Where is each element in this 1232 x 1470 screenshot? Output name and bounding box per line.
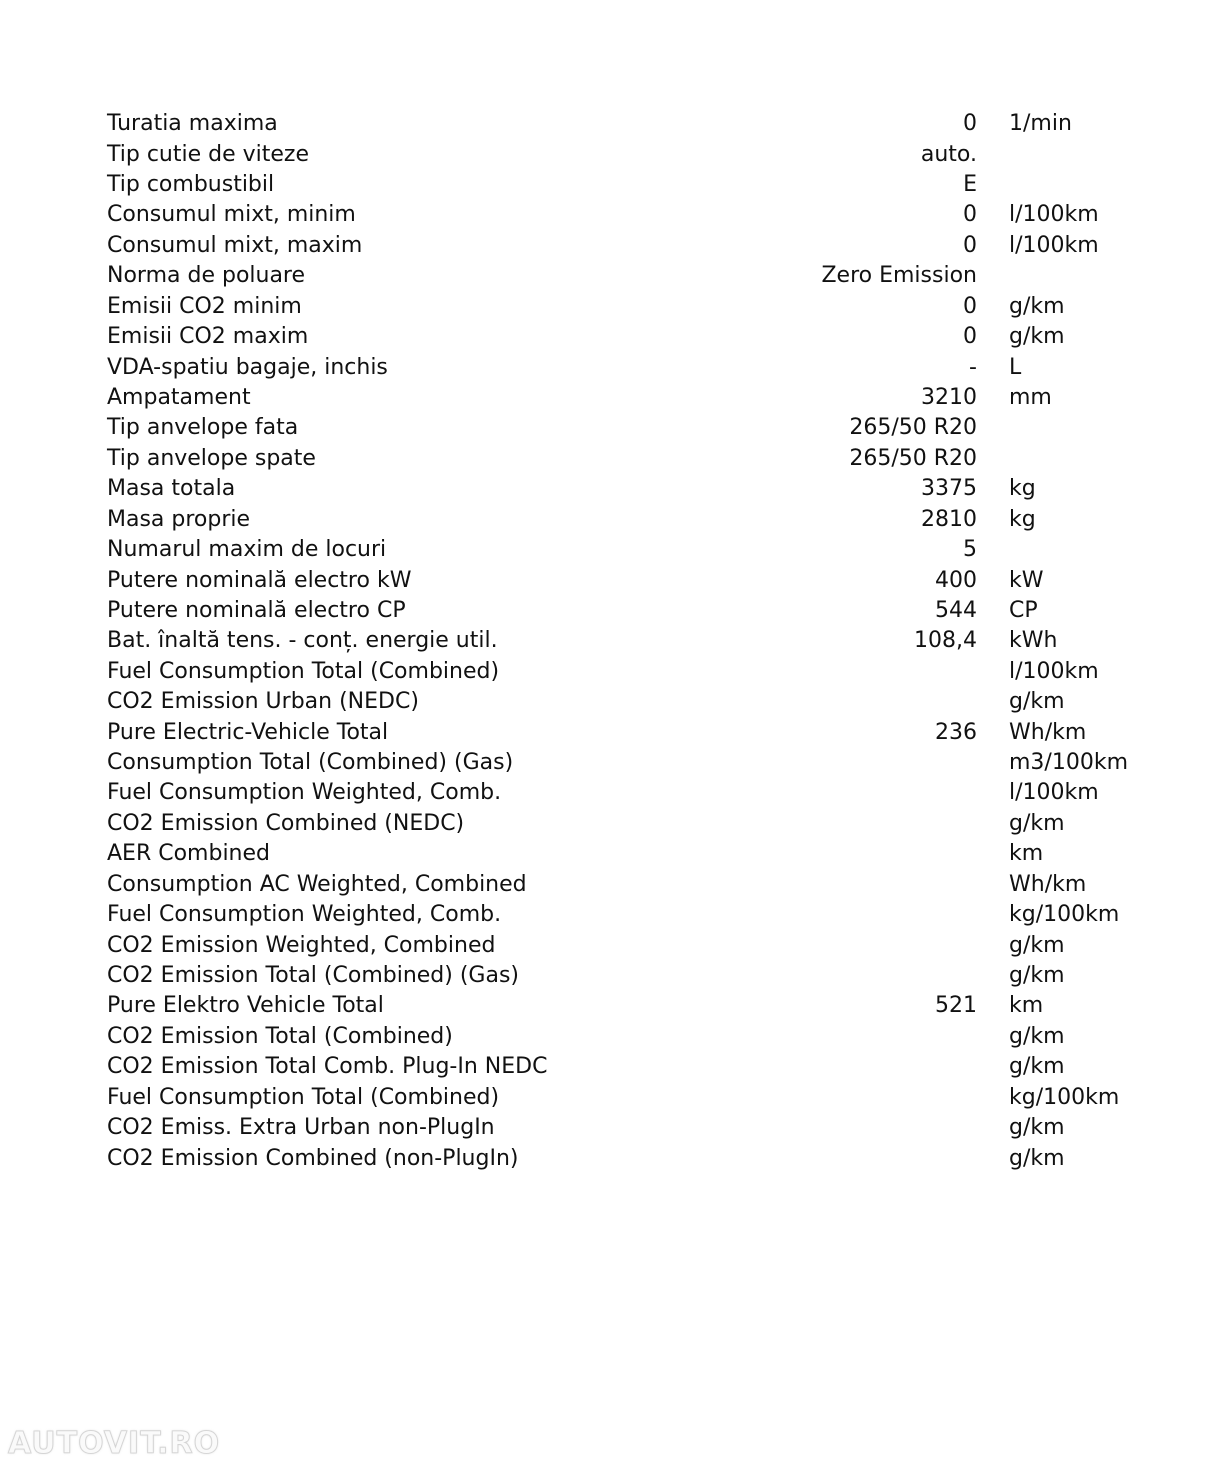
- column-spacer: [977, 748, 1009, 778]
- column-spacer: [977, 1022, 1009, 1052]
- spec-label: CO2 Emission Total (Combined): [107, 1023, 453, 1049]
- spec-unit: Wh/km: [1009, 871, 1087, 897]
- spec-label: Numarul maxim de locuri: [107, 537, 387, 563]
- spec-value: [757, 748, 977, 778]
- column-spacer: [977, 231, 1009, 261]
- column-spacer: [977, 413, 1009, 443]
- table-row: [107, 596, 1137, 626]
- table-row: [107, 535, 1137, 565]
- spec-unit: kg: [1009, 476, 1036, 502]
- table-row: [107, 991, 1137, 1021]
- spec-unit: kW: [1009, 567, 1044, 593]
- spec-label: CO2 Emission Combined (non-PlugIn): [107, 1145, 519, 1171]
- spec-label: Tip combustibil: [107, 172, 275, 198]
- spec-value: [757, 930, 977, 960]
- column-spacer: [977, 383, 1009, 413]
- table-row: [107, 657, 1137, 687]
- table-row: [107, 930, 1137, 960]
- spec-unit: m3/100km: [1009, 750, 1129, 776]
- spec-label: Consumul mixt, maxim: [107, 232, 363, 258]
- spec-unit: [1009, 535, 1137, 565]
- table-row: [107, 352, 1137, 382]
- table-row: [107, 322, 1137, 352]
- column-spacer: [977, 687, 1009, 717]
- spec-label: Fuel Consumption Weighted, Comb.: [107, 780, 502, 806]
- spec-unit: kWh: [1009, 628, 1058, 654]
- spec-value: -: [969, 354, 977, 380]
- column-spacer: [977, 139, 1009, 169]
- spec-value: 2810: [921, 506, 977, 532]
- spec-value: [757, 778, 977, 808]
- column-spacer: [977, 352, 1009, 382]
- spec-value: [757, 1113, 977, 1143]
- spec-label: CO2 Emission Combined (NEDC): [107, 810, 465, 836]
- column-spacer: [977, 809, 1009, 839]
- column-spacer: [977, 870, 1009, 900]
- spec-label: Pure Elektro Vehicle Total: [107, 993, 384, 1019]
- spec-value: 236: [935, 719, 977, 745]
- spec-unit: g/km: [1009, 324, 1065, 350]
- table-row: [107, 170, 1137, 200]
- table-row: [107, 261, 1137, 291]
- spec-label: Putere nominală electro CP: [107, 597, 406, 623]
- watermark-logo: AUTOVIT.RO: [8, 1426, 221, 1461]
- table-row: [107, 870, 1137, 900]
- spec-label: Pure Electric-Vehicle Total: [107, 719, 389, 745]
- spec-unit: kg: [1009, 506, 1036, 532]
- column-spacer: [977, 474, 1009, 504]
- spec-label: Ampatament: [107, 385, 251, 410]
- spec-label: Turatia maxima: [107, 111, 278, 137]
- spec-label: CO2 Emission Weighted, Combined: [107, 932, 496, 958]
- spec-label: CO2 Emiss. Extra Urban non-PlugIn: [107, 1115, 495, 1141]
- spec-value: [757, 900, 977, 930]
- spec-value: [757, 1022, 977, 1052]
- spec-unit: [1009, 170, 1137, 200]
- column-spacer: [977, 991, 1009, 1021]
- spec-value: E: [963, 172, 977, 198]
- spec-label: CO2 Emission Total Comb. Plug-In NEDC: [107, 1054, 548, 1080]
- spec-value: 265/50 R20: [849, 445, 977, 471]
- spec-unit: g/km: [1009, 932, 1065, 958]
- column-spacer: [977, 778, 1009, 808]
- spec-value: 0: [963, 111, 977, 137]
- spec-value: 265/50 R20: [849, 415, 977, 441]
- spec-label: Fuel Consumption Weighted, Comb.: [107, 902, 502, 928]
- spec-value: [757, 870, 977, 900]
- table-row: [107, 1083, 1137, 1113]
- spec-label: Fuel Consumption Total (Combined): [107, 1084, 500, 1110]
- spec-label: CO2 Emission Urban (NEDC): [107, 689, 419, 715]
- spec-unit: g/km: [1009, 1054, 1065, 1080]
- column-spacer: [977, 626, 1009, 656]
- spec-unit: [1009, 413, 1137, 443]
- spec-label: Consumul mixt, minim: [107, 202, 356, 228]
- column-spacer: [977, 596, 1009, 626]
- column-spacer: [977, 170, 1009, 200]
- table-row: [107, 1022, 1137, 1052]
- table-row: [107, 1113, 1137, 1143]
- table-row: [107, 1143, 1137, 1173]
- table-row: [107, 139, 1137, 169]
- column-spacer: [977, 261, 1009, 291]
- spec-label: CO2 Emission Total (Combined) (Gas): [107, 963, 520, 989]
- spec-unit: g/km: [1009, 293, 1065, 319]
- spec-label: Consumption AC Weighted, Combined: [107, 871, 527, 897]
- spec-value: Zero Emission: [821, 263, 977, 289]
- table-row: [107, 413, 1137, 443]
- spec-value: 5: [963, 537, 977, 563]
- column-spacer: [977, 961, 1009, 991]
- spec-label: VDA-spatiu bagaje, inchis: [107, 354, 388, 380]
- column-spacer: [977, 322, 1009, 352]
- spec-value: 108,4: [914, 628, 977, 654]
- spec-value: 0: [963, 232, 977, 258]
- column-spacer: [977, 444, 1009, 474]
- table-row: [107, 474, 1137, 504]
- spec-label: Tip anvelope spate: [107, 445, 316, 471]
- table-row: [107, 900, 1137, 930]
- column-spacer: [977, 839, 1009, 869]
- spec-label: Masa proprie: [107, 506, 251, 532]
- table-row: [107, 809, 1137, 839]
- spec-unit: kg/100km: [1009, 902, 1120, 928]
- spec-value: auto.: [920, 141, 977, 167]
- spec-value: 400: [935, 567, 977, 593]
- spec-label: Consumption Total (Combined) (Gas): [107, 750, 514, 776]
- spec-table: [107, 109, 1137, 1174]
- spec-unit: g/km: [1009, 689, 1065, 715]
- table-row: [107, 383, 1137, 413]
- spec-unit: g/km: [1009, 810, 1065, 836]
- table-row: [107, 444, 1137, 474]
- spec-unit: mm: [1009, 385, 1052, 410]
- spec-unit: km: [1009, 841, 1044, 867]
- spec-label: Tip anvelope fata: [107, 415, 299, 441]
- spec-value: [757, 687, 977, 717]
- spec-label: Bat. înaltă tens. - conț. energie util.: [107, 628, 498, 654]
- spec-unit: l/100km: [1009, 202, 1099, 228]
- table-row: [107, 109, 1137, 139]
- table-row: [107, 565, 1137, 595]
- spec-value: [757, 657, 977, 687]
- column-spacer: [977, 657, 1009, 687]
- spec-unit: [1009, 261, 1137, 291]
- spec-unit: kg/100km: [1009, 1084, 1120, 1110]
- table-row: [107, 839, 1137, 869]
- table-row: [107, 1052, 1137, 1082]
- table-row: [107, 231, 1137, 261]
- spec-unit: CP: [1009, 597, 1038, 623]
- spec-unit: [1009, 444, 1137, 474]
- column-spacer: [977, 535, 1009, 565]
- table-row: [107, 961, 1137, 991]
- spec-unit: 1/min: [1009, 111, 1072, 137]
- column-spacer: [977, 900, 1009, 930]
- spec-label: Masa totala: [107, 476, 236, 502]
- spec-label: Emisii CO2 minim: [107, 293, 302, 319]
- spec-label: Tip cutie de viteze: [107, 141, 310, 167]
- spec-value: [757, 961, 977, 991]
- spec-value: 544: [935, 597, 977, 623]
- table-row: [107, 292, 1137, 322]
- spec-unit: [1009, 139, 1137, 169]
- column-spacer: [977, 930, 1009, 960]
- spec-unit: Wh/km: [1009, 719, 1087, 745]
- table-row: [107, 778, 1137, 808]
- spec-value: [757, 1052, 977, 1082]
- spec-unit: g/km: [1009, 963, 1065, 989]
- spec-unit: l/100km: [1009, 780, 1099, 806]
- spec-unit: l/100km: [1009, 232, 1099, 258]
- spec-value: [757, 809, 977, 839]
- spec-unit: km: [1009, 993, 1044, 1019]
- table-row: [107, 504, 1137, 534]
- column-spacer: [977, 1083, 1009, 1113]
- table-row: [107, 200, 1137, 230]
- spec-label: AER Combined: [107, 841, 271, 867]
- spec-value: 0: [963, 202, 977, 228]
- column-spacer: [977, 292, 1009, 322]
- spec-label: Putere nominală electro kW: [107, 567, 412, 593]
- spec-unit: g/km: [1009, 1023, 1065, 1049]
- table-row: [107, 748, 1137, 778]
- spec-value: 0: [963, 293, 977, 319]
- table-row: [107, 626, 1137, 656]
- spec-value: 3375: [921, 476, 977, 502]
- spec-value: 0: [963, 324, 977, 350]
- table-row: [107, 687, 1137, 717]
- spec-value: [757, 1083, 977, 1113]
- spec-value: [757, 1143, 977, 1173]
- spec-unit: g/km: [1009, 1115, 1065, 1141]
- column-spacer: [977, 109, 1009, 139]
- spec-table-body: [107, 109, 1137, 1174]
- spec-value: 3210: [921, 385, 977, 410]
- spec-unit: g/km: [1009, 1145, 1065, 1171]
- spec-label: Emisii CO2 maxim: [107, 324, 309, 350]
- spec-unit: L: [1009, 354, 1022, 380]
- spec-value: 521: [935, 993, 977, 1019]
- column-spacer: [977, 504, 1009, 534]
- column-spacer: [977, 1113, 1009, 1143]
- spec-value: [757, 839, 977, 869]
- column-spacer: [977, 1052, 1009, 1082]
- column-spacer: [977, 565, 1009, 595]
- column-spacer: [977, 1143, 1009, 1173]
- spec-label: Fuel Consumption Total (Combined): [107, 658, 500, 684]
- spec-unit: l/100km: [1009, 658, 1099, 684]
- column-spacer: [977, 200, 1009, 230]
- spec-label: Norma de poluare: [107, 263, 306, 289]
- column-spacer: [977, 717, 1009, 747]
- table-row: [107, 717, 1137, 747]
